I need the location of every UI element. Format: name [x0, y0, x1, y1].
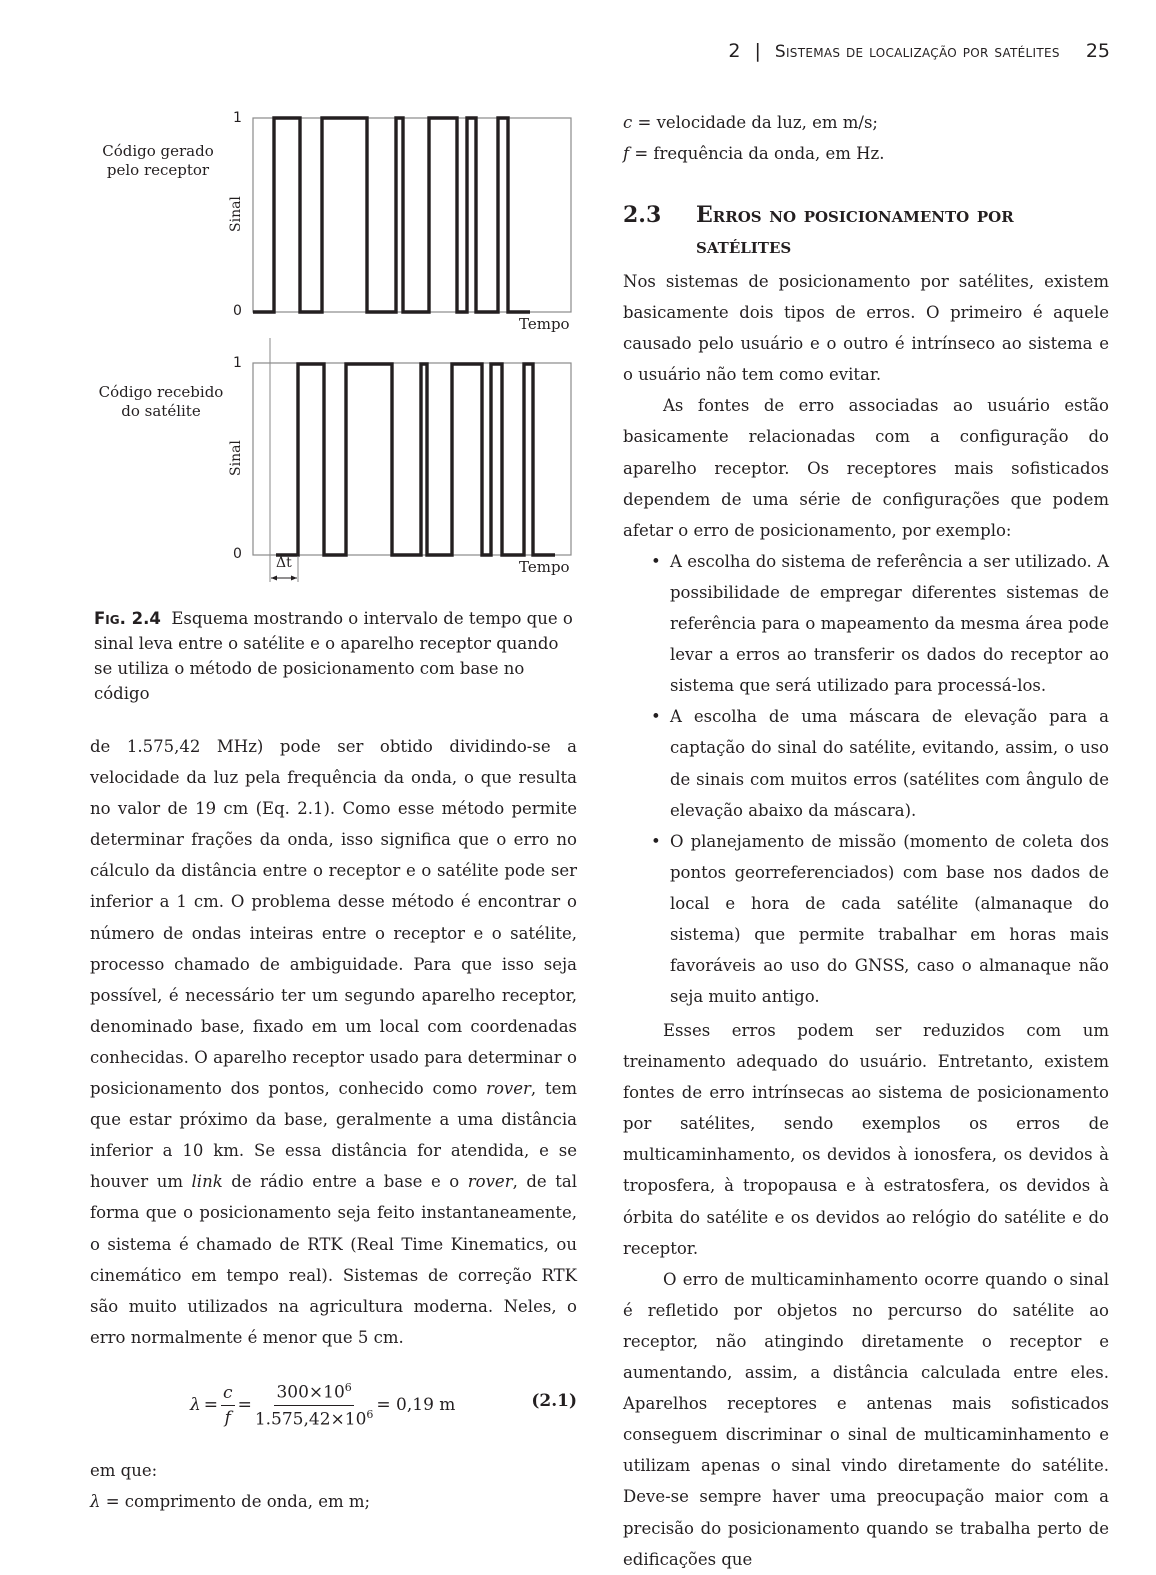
top-panel-label-line1: Código gerado — [102, 142, 214, 160]
bottom-x-axis-label: Tempo — [519, 558, 570, 576]
definition-text: = frequência da onda, em Hz. — [629, 144, 885, 164]
italic-term-rover: rover — [467, 1172, 513, 1192]
figure-prefix: Fig. — [94, 609, 126, 628]
definition-lambda — [90, 1486, 577, 1517]
bottom-y-axis-label: Sinal — [228, 440, 244, 476]
bottom-panel-label-line1: Código recebido — [98, 383, 224, 401]
numerator-text: 300×10 — [276, 1382, 345, 1403]
definition-symbol: λ — [90, 1492, 101, 1512]
where-label: em que: — [90, 1461, 158, 1480]
definition-c — [623, 107, 1109, 138]
section-title: Erros no posicionamento por satélites — [696, 202, 1014, 259]
italic-term-link: link — [191, 1172, 223, 1192]
figure-number — [94, 609, 161, 628]
figure-caption — [94, 606, 574, 706]
denominator-f: f — [224, 1407, 231, 1428]
numerator-value — [274, 1381, 353, 1406]
denominator-exponent: 6 — [366, 1407, 374, 1421]
paragraph-rtk — [90, 731, 577, 1353]
error-source-list — [623, 546, 1109, 1012]
bottom-panel-label-line2: do satélite — [121, 402, 201, 420]
top-signal-waveform — [253, 118, 530, 312]
list-item — [623, 546, 1109, 701]
delta-t-arrowhead-right — [291, 576, 297, 581]
equation-result: = 0,19 m — [376, 1395, 456, 1415]
fraction-values — [255, 1381, 374, 1429]
text-run: de rádio entre a base e o — [222, 1172, 468, 1192]
top-y-axis-label: Sinal — [228, 196, 244, 232]
left-column-text — [90, 731, 577, 1353]
bottom-y-tick-1: 1 — [233, 355, 242, 371]
text-run: , de tal forma que o posicionamento seja feito instantaneamente, o sistema é chamado de RTK (Real Time Kinematics, ou cinemático em tempo real). Sistemas de correção RTK são muito utilizados na agricultura moderna. Neles, o erro normalmente é menor que 5 cm. — [90, 1172, 577, 1347]
bottom-signal-waveform — [276, 364, 555, 555]
list-item — [623, 826, 1109, 1013]
fraction-c-over-f — [221, 1383, 235, 1428]
equals-sign: = — [237, 1395, 252, 1415]
equation-number: (2.1) — [531, 1391, 577, 1411]
bullet-icon: • — [651, 707, 661, 727]
numerator-c: c — [221, 1383, 235, 1406]
top-y-tick-1: 1 — [233, 110, 242, 126]
text-run: , tem que estar próximo da base, geralmente a uma distância inferior a 10 km. Se essa distância for atendida, e se houver um — [90, 1079, 577, 1192]
paragraph-intrinsic-errors: Esses erros podem ser reduzidos com um treinamento adequado do usuário. Entretanto, existem fontes de erro intrínsecas ao sistema de posicionamento por satélites, sendo exemplos os erros de multicaminhamento, os devidos à ionosfera, os devidos à troposfera, à tropopausa e à estratosfera, os devidos à órbita do satélite e os devidos ao relógio do satélite e do receptor. — [623, 1021, 1109, 1258]
paragraph-multipath: O erro de multicaminhamento ocorre quando o sinal é refletido por objetos no percurso do satélite ao receptor, não atingindo diretamente o receptor e aumentando, assim, a distância calculada entre eles. Aparelhos receptores e antenas mais sofisticados conseguem discriminar o sinal de multicaminhamento e utilizam apenas o sinal vindo diretamente do satélite. Deve-se sempre haver uma preocupação maior com a precisão do posicionamento quando se trabalha perto de edificações que — [623, 1269, 1109, 1569]
definition-text: = velocidade da luz, em m/s; — [632, 113, 878, 132]
italic-term-rover: rover — [486, 1079, 531, 1099]
list-item — [623, 701, 1109, 825]
equals-sign: = — [203, 1395, 219, 1415]
list-item-text: A escolha do sistema de referência a ser utilizado. A possibilidade de empregar diferentes sistemas de referência para o mapeamento da mesma área pode levar a erros ao transferir os dados do receptor ao sistema que será utilizado para processá-los. — [670, 551, 1109, 696]
right-column-text-continued — [623, 1015, 1109, 1575]
denominator-value — [255, 1406, 374, 1430]
chapter-title: Sistemas de localização por satélites — [774, 42, 1060, 62]
paragraph-user-errors: As fontes de erro associadas ao usuário estão basicamente relacionadas com a configuração do aparelho receptor. Os receptores mais sofisticados dependem de uma série de configurações que podem afetar o erro de posicionamento, por exemplo: — [623, 396, 1109, 540]
lambda-symbol: λ — [190, 1395, 201, 1415]
denominator-text: 1.575,42×10 — [254, 1409, 367, 1430]
bullet-icon: • — [651, 551, 661, 571]
bottom-y-tick-0: 0 — [233, 546, 242, 562]
definition-symbol: f — [623, 144, 630, 164]
list-item-text: O planejamento de missão (momento de coleta dos pontos georreferenciados) com base nos dados de local e hora de cada satélite (almanaque do sistema) que permite trabalhar em horas mais favoráveis ao uso do GNSS, caso o almanaque não seja muito antigo. — [670, 831, 1109, 1007]
head-separator: | — [754, 40, 761, 62]
definition-symbol: c — [623, 113, 633, 132]
left-definitions — [90, 1455, 577, 1517]
delta-t-arrowhead-left — [271, 576, 277, 581]
equation-body — [190, 1373, 455, 1437]
bullet-icon: • — [651, 831, 661, 851]
delta-t-label: Δt — [276, 555, 292, 571]
chapter-number: 2 — [728, 40, 741, 62]
right-column-text — [623, 266, 1109, 1012]
equation-2-1 — [90, 1373, 577, 1437]
text-run: de 1.575,42 MHz) pode ser obtido dividindo-se a velocidade da luz pela frequência da onda, o que resulta no valor de 19 cm (Eq. 2.1). Como esse método permite determinar frações da onda, isso significa que o erro no cálculo da distância entre o receptor e o satélite pode ser inferior a 1 cm. O problema desse método é encontrar o número de ondas inteiras entre o receptor e o satélite, processo chamado de ambiguidade. Para que isso seja possível, é necessário ter um segundo aparelho receptor, denominado base, fixado em um local com coordenadas conhecidas. O aparelho receptor usado para determinar o posicionamento dos pontos, conhecido como — [90, 737, 577, 1099]
paragraph-error-types: Nos sistemas de posicionamento por satélites, existem basicamente dois tipos de erros. O primeiro é aquele causado pelo usuário e o outro é intrínseco ao sistema e o usuário não tem como evitar. — [623, 272, 1109, 385]
definition-text: = comprimento de onda, em m; — [100, 1492, 371, 1512]
top-x-axis-label: Tempo — [519, 315, 570, 333]
list-item-text: A escolha de uma máscara de elevação para a captação do sinal do satélite, evitando, assim, o uso de sinais com muitos erros (satélites com ângulo de elevação abaixo da máscara). — [670, 707, 1109, 820]
figure-number-value: 2.4 — [131, 609, 161, 628]
definition-f — [623, 138, 1109, 169]
page-number: 25 — [1085, 40, 1110, 62]
right-definitions — [623, 107, 1109, 169]
top-y-tick-0: 0 — [233, 303, 242, 319]
top-panel-label-line2: pelo receptor — [106, 161, 210, 179]
section-number: 2.3 — [623, 202, 662, 228]
figure-caption-text: Esquema mostrando o intervalo de tempo que o sinal leva entre o satélite e o aparelho receptor quando se utiliza o método de posicionamento com base no código — [94, 609, 573, 703]
numerator-exponent: 6 — [344, 1380, 352, 1394]
